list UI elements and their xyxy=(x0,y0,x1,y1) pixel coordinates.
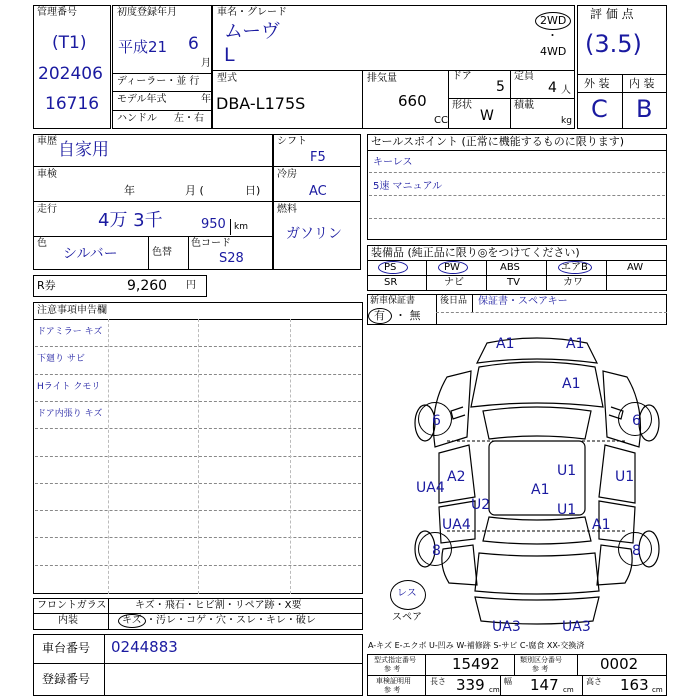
equipment-title: 装備品 (純正品に限り◎をつけてください) xyxy=(371,246,580,259)
equip-navi: ナビ xyxy=(444,277,464,288)
selling-title: セールスポイント (正常に機能するものに限ります) xyxy=(371,135,625,148)
damage-mark: A1 xyxy=(566,336,585,352)
reg-month-unit: 月 xyxy=(201,58,211,69)
door-value: 5 xyxy=(496,79,505,95)
int-cond-circled: キズ xyxy=(122,615,142,626)
int-label: 内 装 xyxy=(629,77,655,90)
history-value: 自家用 xyxy=(58,140,109,160)
colorcode-value: S28 xyxy=(219,251,244,266)
warranty-yes: 有 xyxy=(374,309,385,322)
damage-mark: U2 xyxy=(471,497,491,513)
equip-tv: TV xyxy=(507,277,520,288)
mgmt-num1: 202406 xyxy=(38,64,103,84)
door-label: ドア xyxy=(452,71,472,82)
glass-label: フロントガラス xyxy=(37,600,107,611)
reg-label: 初度登録年月 xyxy=(117,7,177,18)
damage-mark: A1 xyxy=(496,336,515,352)
type-desig-sub: 参 考 xyxy=(384,665,401,673)
mileage-unit: km xyxy=(234,222,248,232)
damage-mark: A1 xyxy=(592,517,611,533)
repaint-label: 色替 xyxy=(152,247,172,258)
parts-label: 後日品 xyxy=(440,296,468,306)
cap-unit: 人 xyxy=(561,85,571,96)
shape-label: 形状 xyxy=(452,100,472,111)
equip-abs: ABS xyxy=(500,262,520,273)
equip-leather: カワ xyxy=(563,277,583,288)
inspect-day: 日) xyxy=(245,184,261,197)
recycle-unit: 円 xyxy=(186,280,196,291)
fuel-label: 燃料 xyxy=(277,204,297,215)
mgmt-code: (T1) xyxy=(52,33,87,53)
inspect-label: 車検 xyxy=(37,169,57,180)
class-value: 0002 xyxy=(600,655,639,673)
equip-aw: AW xyxy=(627,262,644,273)
chassis-label: 車台番号 xyxy=(42,641,91,655)
recycle-value: 9,260 xyxy=(127,278,168,294)
drive-dot: ・ xyxy=(547,29,558,42)
mgmt-label: 管理番号 xyxy=(37,7,77,18)
shape-value: W xyxy=(480,108,494,124)
spare-mark: レス xyxy=(397,588,417,599)
type-desig-label: 型式指定番号 xyxy=(374,656,416,664)
damage-mark: 6 xyxy=(432,413,441,429)
colorcode-label: 色コード xyxy=(191,238,231,249)
color-label: 色 xyxy=(37,238,47,249)
mileage-label: 走行 xyxy=(37,204,57,215)
hei-unit: cm xyxy=(652,686,663,694)
disp-label: 排気量 xyxy=(367,73,397,84)
len-value: 339 xyxy=(456,676,485,694)
damage-mark: A2 xyxy=(447,469,466,485)
equip-ps: PS xyxy=(384,262,397,273)
damage-mark: U1 xyxy=(557,502,577,518)
ac-label: 冷房 xyxy=(277,169,297,180)
int-value: B xyxy=(636,95,653,123)
score-label: 評 価 点 xyxy=(590,7,634,21)
damage-mark: 8 xyxy=(432,543,441,559)
disp-unit: CC xyxy=(434,115,448,126)
color-value: シルバー xyxy=(63,246,118,262)
int-cond-label: 内装 xyxy=(58,615,78,626)
wid-label: 幅 xyxy=(504,677,512,686)
ext-value: C xyxy=(591,95,608,123)
grade: L xyxy=(224,44,235,66)
recycle-label: R券 xyxy=(37,279,56,292)
mileage-value: 4万 3千 xyxy=(98,210,163,231)
cap-label: 定員 xyxy=(514,71,534,82)
type-value: DBA-L175S xyxy=(216,94,306,113)
wid-value: 147 xyxy=(530,676,559,694)
wid-unit: cm xyxy=(563,686,574,694)
parts-value: 保証書・スペアキー xyxy=(478,296,568,307)
fuel-value: ガソリン xyxy=(286,226,342,242)
note-item: ドア内張り キズ xyxy=(37,409,103,419)
damage-mark: U1 xyxy=(557,463,577,479)
ac-value: AC xyxy=(309,184,327,199)
note-item: Hライト クモリ xyxy=(37,382,101,392)
score-value: (3.5) xyxy=(585,30,642,58)
selling-item: キーレス xyxy=(373,157,413,168)
class-label: 類別区分番号 xyxy=(520,656,562,664)
damage-legend: A-キズ E-エクボ U-凹み W-補修跡 S-サビ C-腐食 XX-交換済 xyxy=(368,641,585,650)
load-label: 積載 xyxy=(514,100,534,111)
reg-num-label: 登録番号 xyxy=(42,672,91,686)
mgmt-num2: 16716 xyxy=(45,94,100,114)
reg-month: 6 xyxy=(188,34,199,54)
type-label: 型式 xyxy=(217,73,237,84)
model-year-unit: 年 xyxy=(201,94,211,105)
damage-mark: A1 xyxy=(562,376,581,392)
name-label: 車名・グレード xyxy=(217,7,287,18)
inspect-year: 年 xyxy=(124,184,135,197)
int-cond-rest: ・汚レ・コゲ・穴・スレ・キレ・破レ xyxy=(146,615,316,626)
damage-mark: UA3 xyxy=(562,619,591,635)
spare-label: スペア xyxy=(392,612,422,623)
equip-airbag: エアB xyxy=(561,262,588,273)
len-label: 長さ xyxy=(430,677,446,686)
warranty-label: 新車保証書 xyxy=(370,296,416,306)
equip-sr: SR xyxy=(384,277,398,288)
drive-2wd: 2WD xyxy=(540,14,567,27)
car-name: ムーヴ xyxy=(224,20,281,42)
cap-value: 4 xyxy=(548,80,557,96)
history-label: 車歴 xyxy=(37,136,57,147)
class-sub: 参 考 xyxy=(532,665,549,673)
type-desig-value: 15492 xyxy=(452,655,500,673)
drive-4wd: 4WD xyxy=(540,45,567,58)
dealer-label: ディーラー・並 行 xyxy=(117,76,200,87)
ext-label: 外 装 xyxy=(584,77,610,90)
selling-item: 5速 マニュアル xyxy=(373,181,443,192)
mileage-sub: 950 xyxy=(201,217,226,232)
model-year-label: モデル年式 xyxy=(117,94,167,105)
shift-label: シフト xyxy=(277,136,307,147)
cert-label: 車検証明用 xyxy=(376,677,411,685)
damage-mark: UA4 xyxy=(416,480,445,496)
note-item: 下廻り サビ xyxy=(37,354,85,364)
damage-mark: 8 xyxy=(632,543,641,559)
note-item: ドアミラー キズ xyxy=(37,327,103,337)
load-unit: kg xyxy=(561,116,572,126)
hei-value: 163 xyxy=(620,676,649,694)
chassis-value: 0244883 xyxy=(111,638,178,656)
glass-opts: キズ・飛石・ヒビ割・リペア跡・X要 xyxy=(135,600,302,611)
damage-mark: A1 xyxy=(531,482,550,498)
damage-mark: UA3 xyxy=(492,619,521,635)
inspect-month: 月 ( xyxy=(185,184,204,197)
damage-mark: U1 xyxy=(615,469,635,485)
shift-value: F5 xyxy=(310,150,326,165)
len-unit: cm xyxy=(489,686,500,694)
damage-mark: UA4 xyxy=(442,517,471,533)
notes-title: 注意事項申告欄 xyxy=(37,305,107,316)
damage-mark: 6 xyxy=(632,413,641,429)
disp-value: 660 xyxy=(398,92,427,110)
hei-label: 高さ xyxy=(586,677,602,686)
cert-sub: 参 考 xyxy=(384,686,401,694)
handle-opts: 左・右 xyxy=(174,113,204,124)
warranty-rest: ・ 無 xyxy=(395,309,421,322)
equip-pw: PW xyxy=(444,262,460,273)
recycle-box xyxy=(33,275,207,297)
reg-era: 平成21 xyxy=(118,38,168,56)
handle-label: ハンドル xyxy=(117,113,157,124)
